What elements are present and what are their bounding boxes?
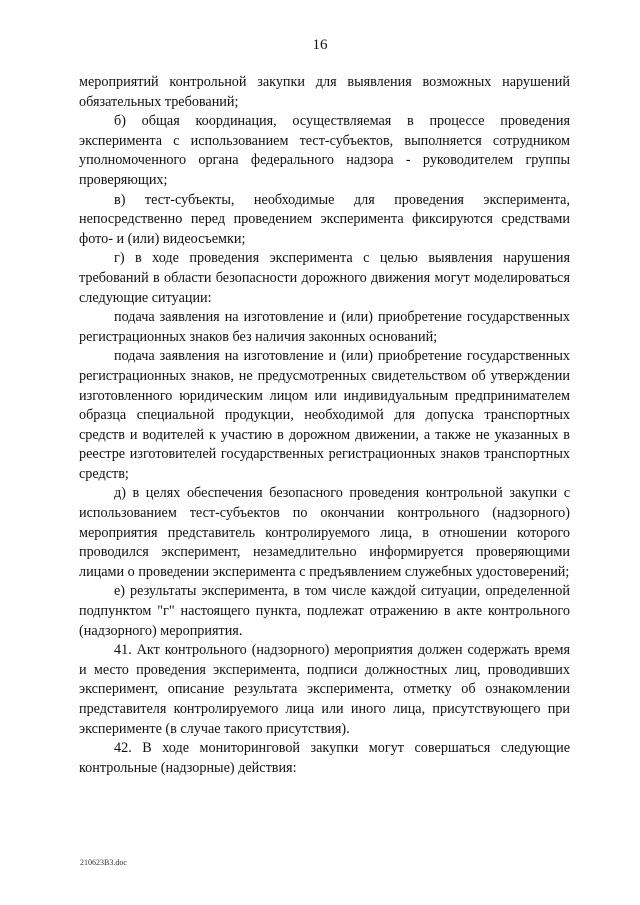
paragraph-item-b: б) общая координация, осуществляемая в процессе проведения эксперимента с использованием тест-субъектов, выполняется сотрудником уполномоченного органа федерального надзора - руководителем группы проверяющих; [79,113,570,188]
paragraph-item-v: в) тест-субъекты, необходимые для проведения эксперимента, непосредственно перед проведением эксперимента фиксируются средствами фото- и (или) видеосъемки; [79,191,570,247]
paragraph-situation-1: подача заявления на изготовление и (или) приобретение государственных регистрационных знаков без наличия законных оснований; [79,309,570,345]
paragraph-item-g: г) в ходе проведения эксперимента с целью выявления нарушения требований в области безопасности дорожного движения могут моделироваться следующие ситуации: [79,250,570,306]
document-footer-filename: 210623В3.doc [80,858,127,867]
body-text [79,73,570,778]
paragraph-item-e: е) результаты эксперимента, в том числе каждой ситуации, определенной подпунктом "г" настоящего пункта, подлежат отражению в акте контрольного (надзорного) мероприятия. [79,583,570,639]
paragraph-item-d: д) в целях обеспечения безопасного проведения контрольной закупки с использованием тест-субъектов по окончании контрольного (надзорного) мероприятия представитель контролируемого лица, в отношении которого проводился эксперимент, незамедлительно информируется проверяющими лицами о проведении эксперимента с предъявлением служебных удостоверений; [79,485,570,580]
page-number: 16 [312,37,328,53]
paragraph-continuation: мероприятий контрольной закупки для выявления возможных нарушений обязательных требований; [79,74,570,110]
paragraph-situation-2: подача заявления на изготовление и (или) приобретение государственных регистрационных знаков, не предусмотренных свидетельством об утверждении изготовленного юридическим лицом или индивидуальным предпринимателем образца специальной продукции, необходимой для допуска транспортных средств и водителей к участию в дорожном движении, а также не указанных в реестре изготовителей государственных регистрационных знаков транспортных средств; [79,348,570,482]
paragraph-clause-41: 41. Акт контрольного (надзорного) мероприятия должен содержать время и место проведения эксперимента, подписи должностных лиц, проводивших эксперимент, описание результата эксперимента, отметку об ознакомлении представителя контролируемого лица или иного лица, присутствующего при эксперименте (в случае такого присутствия). [79,642,570,737]
paragraph-clause-42: 42. В ходе мониторинговой закупки могут совершаться следующие контрольные (надзорные) действия: [79,740,570,776]
